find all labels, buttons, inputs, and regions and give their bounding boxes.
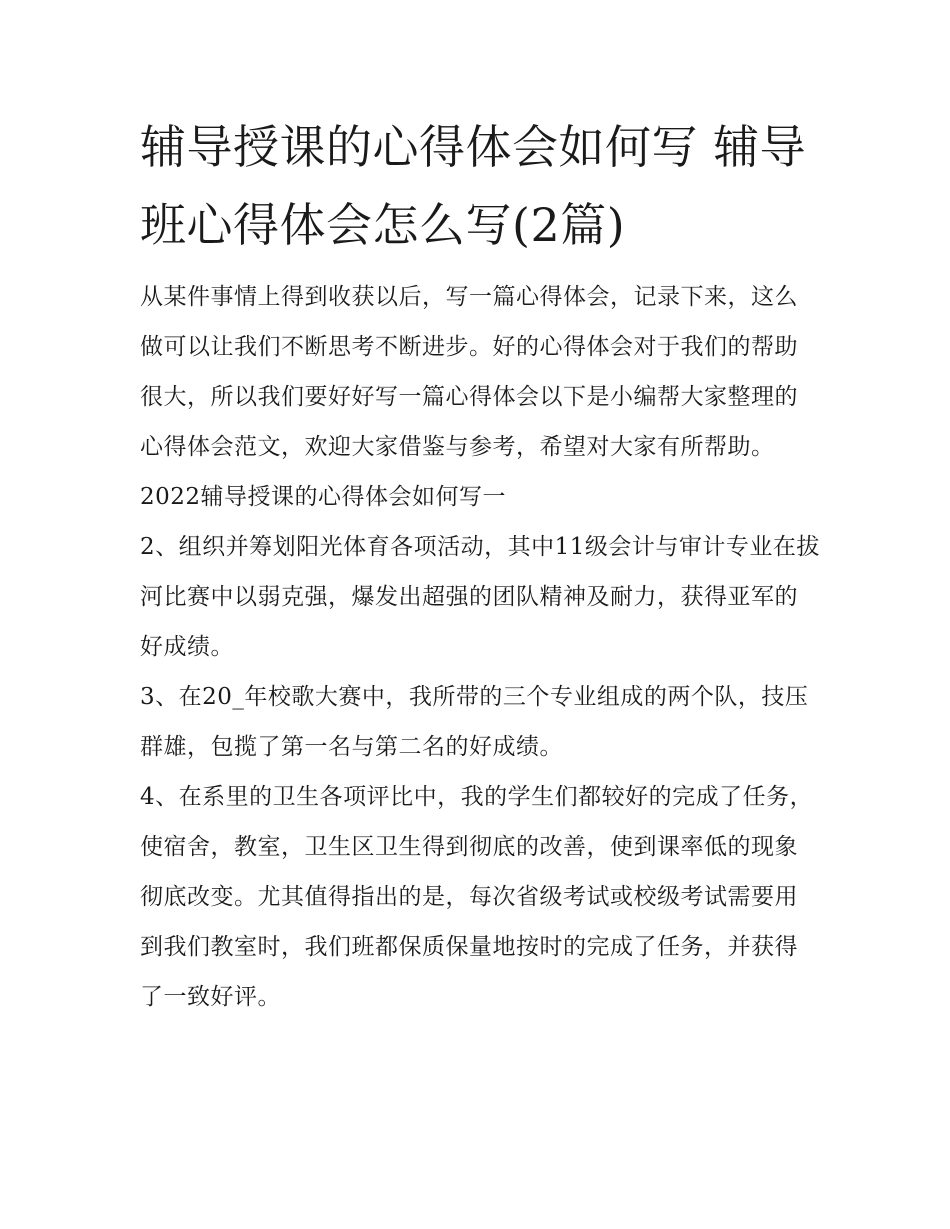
item-paragraph-2: 2、组织并筹划阳光体育各项活动，其中11级会计与审计专业在拔河比赛中以弱克强，爆发出超强的团队精神及耐力，获得亚军的好成绩。: [140, 534, 820, 660]
document-page: [140, 108, 820, 1022]
item-paragraph-3: 3、在20_年校歌大赛中，我所带的三个专业组成的两个队，技压群雄，包揽了第一名与第二名的好成绩。: [140, 684, 809, 760]
section-heading: 2022辅导授课的心得体会如何写一: [140, 484, 507, 510]
item-paragraph-4: 4、在系里的卫生各项评比中，我的学生们都较好的完成了任务，使宿舍，教室，卫生区卫生得到彻底的改善，使到课率低的现象彻底改变。尤其值得指出的是，每次省级考试或校级考试需要用到我们教室时，我们班都保质保量地按时的完成了任务，并获得了一致好评。: [140, 784, 814, 1010]
document-title: 辅导授课的心得体会如何写 辅导班心得体会怎么写(2篇): [140, 120, 807, 252]
intro-paragraph: 从某件事情上得到收获以后，写一篇心得体会，记录下来，这么做可以让我们不断思考不断进步。好的心得体会对于我们的帮助很大，所以我们要好好写一篇心得体会以下是小编帮大家整理的心得体会范文，欢迎大家借鉴与参考，希望对大家有所帮助。: [140, 284, 798, 460]
